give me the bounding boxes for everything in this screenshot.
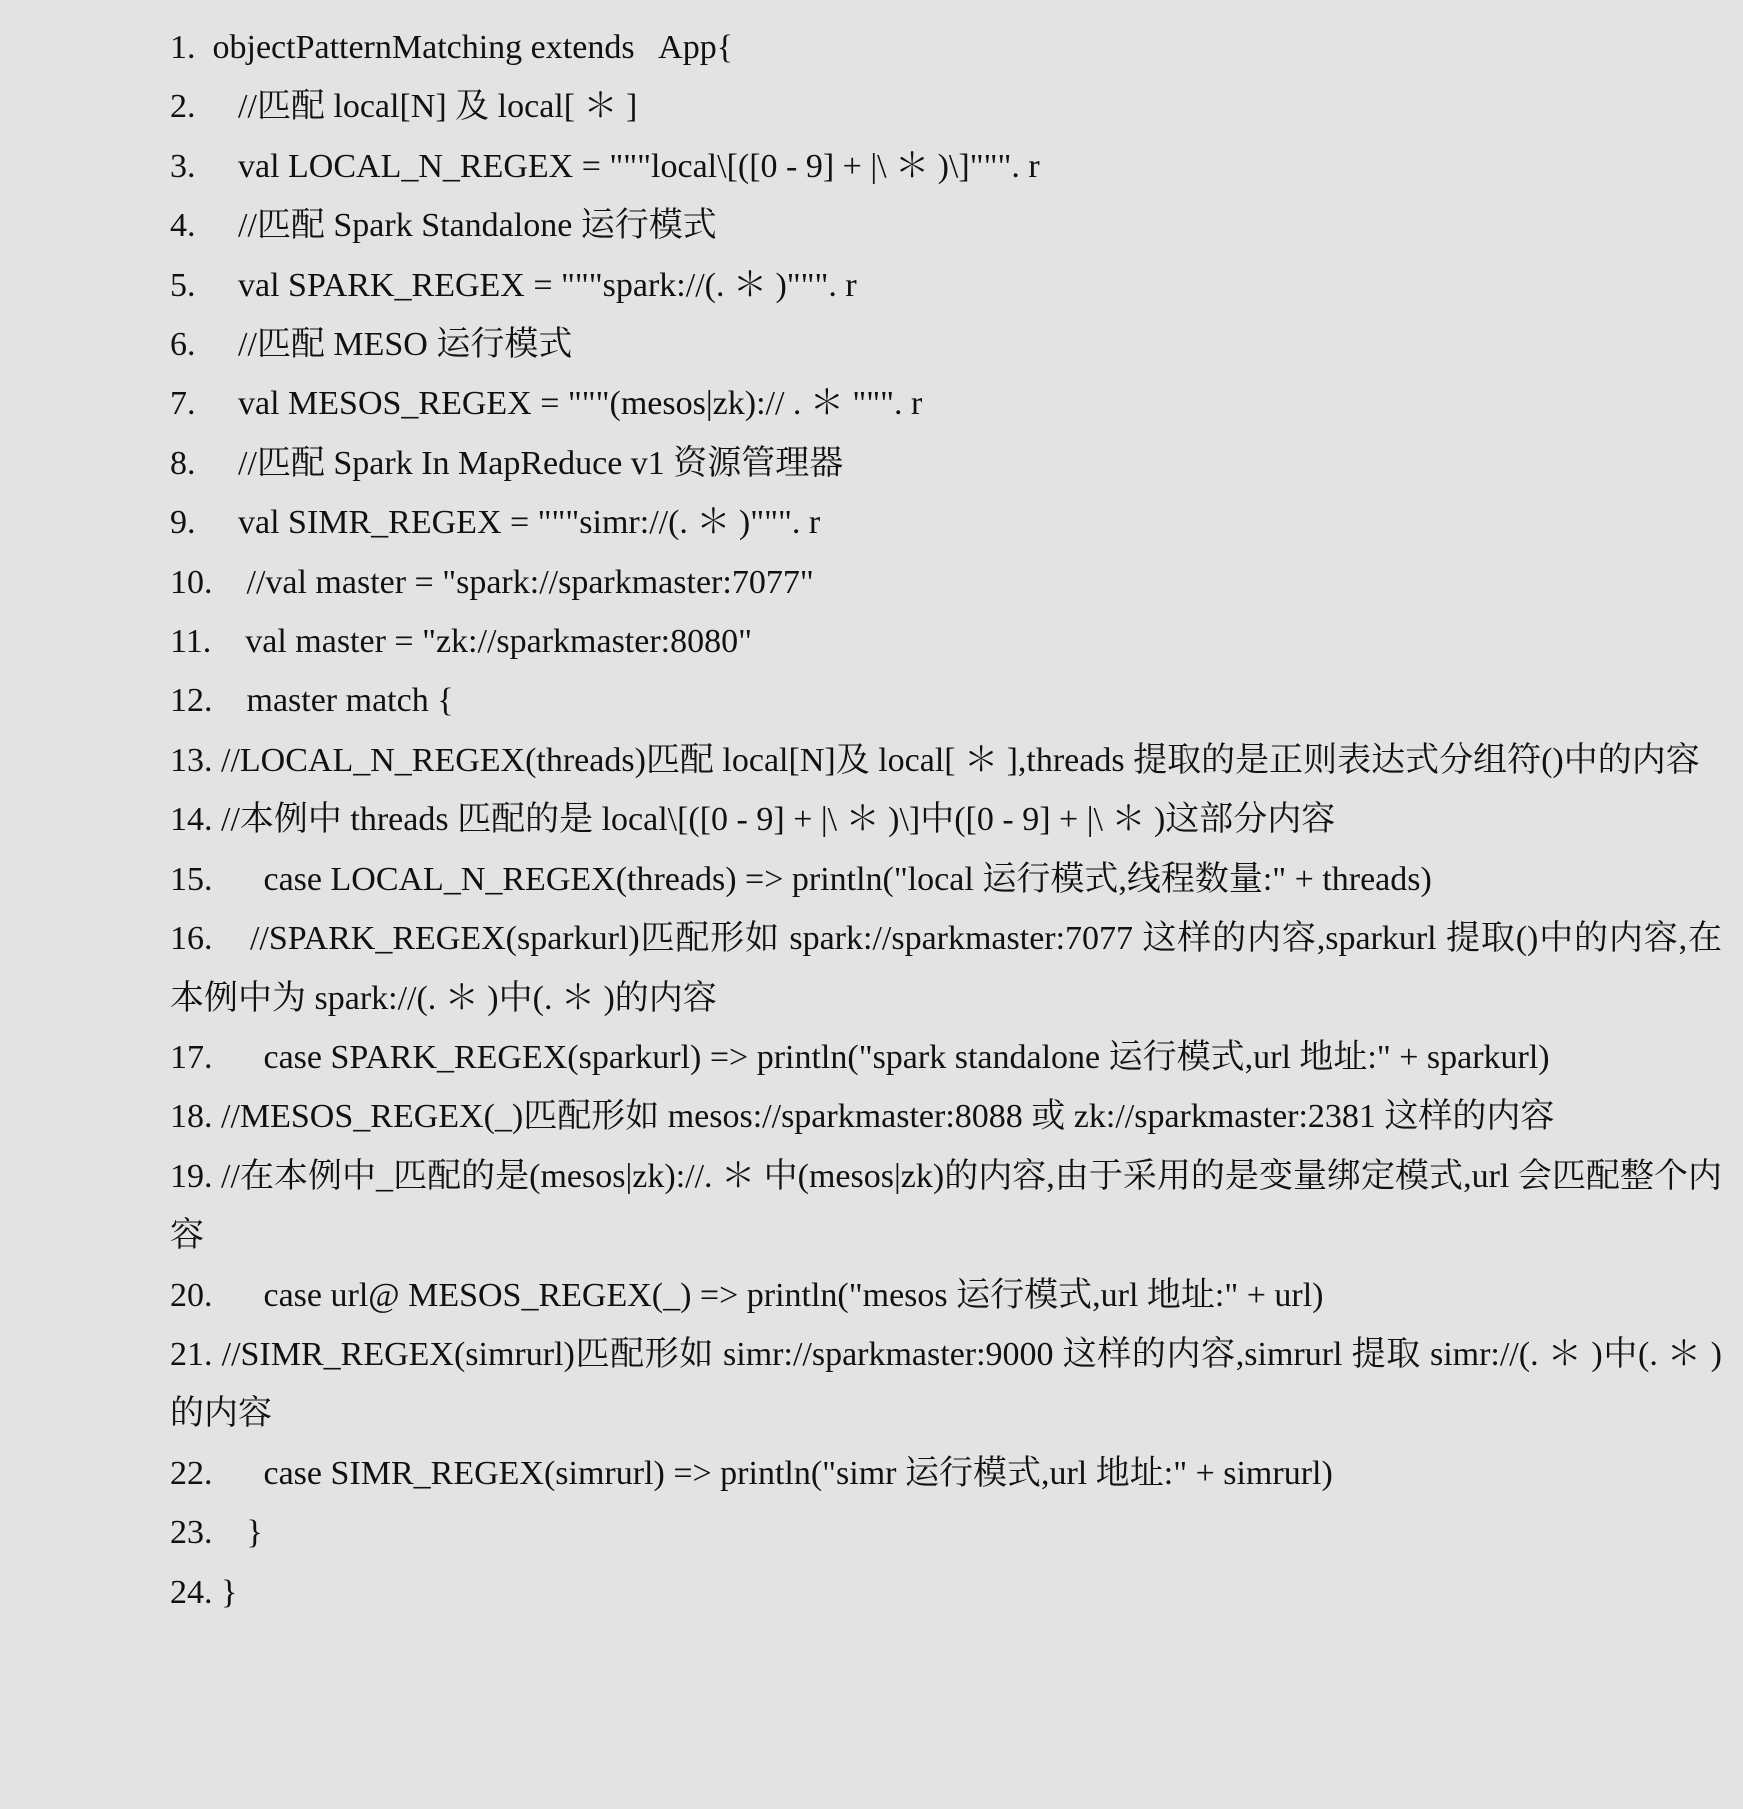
line-indent <box>196 207 239 244</box>
line-indent <box>213 801 222 838</box>
line-text: } <box>221 1573 238 1611</box>
code-line <box>170 137 1722 196</box>
line-number: 10. <box>170 563 213 601</box>
line-indent <box>213 1455 264 1492</box>
line-number: 19. <box>170 1157 213 1195</box>
line-number: 15. <box>170 860 213 898</box>
line-text: //SPARK_REGEX(sparkurl)匹配形如 spark://sparkmaster:7077 这样的内容,sparkurl 提取()中的内容,在本例中为 spark://(. ＊ )中(. ＊ )的内容 <box>170 920 1722 1017</box>
line-indent <box>213 1514 247 1551</box>
line-number: 13. <box>170 741 213 779</box>
line-text: val SPARK_REGEX = """spark://(. ＊ )""". r <box>238 266 857 304</box>
line-number: 22. <box>170 1454 213 1492</box>
line-number: 7. <box>170 385 196 423</box>
code-line <box>170 1325 1722 1444</box>
line-indent <box>213 682 247 719</box>
line-indent <box>213 861 264 898</box>
line-indent <box>213 1039 264 1076</box>
line-text: val LOCAL_N_REGEX = """local\[([0 - 9] + |\ ＊ )\]""". r <box>238 147 1040 185</box>
line-number: 3. <box>170 147 196 185</box>
line-indent <box>213 1336 222 1373</box>
code-line <box>170 1028 1722 1087</box>
line-number: 18. <box>170 1098 213 1136</box>
line-text: master match { <box>246 682 454 720</box>
code-line <box>170 1503 1722 1562</box>
code-line <box>170 1266 1722 1325</box>
line-number: 11. <box>170 623 212 661</box>
code-line <box>170 1563 1722 1622</box>
line-text: //SIMR_REGEX(simrurl)匹配形如 simr://sparkmaster:9000 这样的内容,simrurl 提取 simr://(. ＊ )中(. ＊ )的内容 <box>170 1335 1722 1433</box>
line-indent <box>213 1277 264 1314</box>
line-text: val SIMR_REGEX = """simr://(. ＊ )""". r <box>238 504 821 542</box>
line-indent <box>213 1098 222 1135</box>
line-indent <box>213 1158 222 1195</box>
line-indent <box>196 88 239 125</box>
code-lines <box>170 18 1722 1622</box>
line-text: objectPatternMatching extends App{ <box>212 29 734 66</box>
line-number: 9. <box>170 504 196 542</box>
code-line <box>170 315 1722 374</box>
code-line <box>170 790 1722 849</box>
line-text: //LOCAL_N_REGEX(threads)匹配 local[N]及 local[ ＊ ],threads 提取的是正则表达式分组符()中的内容 <box>221 741 1700 779</box>
code-line <box>170 909 1722 1028</box>
line-text: case LOCAL_N_REGEX(threads) => println("local 运行模式,线程数量:" + threads) <box>263 860 1432 898</box>
code-line <box>170 731 1722 790</box>
code-line <box>170 1087 1722 1146</box>
line-number: 4. <box>170 207 196 245</box>
line-text: case SPARK_REGEX(sparkurl) => println("spark standalone 运行模式,url 地址:" + sparkurl) <box>263 1038 1550 1076</box>
line-text: //本例中 threads 匹配的是 local\[([0 - 9] + |\ ＊ )\]中([0 - 9] + |\ ＊ )这部分内容 <box>221 801 1336 839</box>
code-line <box>170 256 1722 315</box>
line-text: } <box>246 1514 263 1552</box>
line-text: //在本例中_匹配的是(mesos|zk)://. ＊ 中(mesos|zk)的内容,由于采用的是变量绑定模式,url 会匹配整个内容 <box>170 1157 1722 1255</box>
line-indent <box>196 148 239 185</box>
line-number: 2. <box>170 88 196 126</box>
line-indent <box>196 385 239 422</box>
line-text: //匹配 MESO 运行模式 <box>238 326 573 364</box>
code-line <box>170 434 1722 493</box>
line-number: 6. <box>170 326 196 364</box>
code-line <box>170 493 1722 552</box>
line-text: //匹配 local[N] 及 local[ ＊ ] <box>238 88 638 126</box>
line-indent <box>196 504 239 541</box>
code-line <box>170 374 1722 433</box>
line-number: 12. <box>170 682 213 720</box>
code-line <box>170 553 1722 612</box>
line-indent <box>213 920 250 957</box>
code-line <box>170 77 1722 136</box>
line-text: val master = "zk://sparkmaster:8080" <box>245 623 752 661</box>
line-number: 24. <box>170 1573 213 1611</box>
line-text: case url@ MESOS_REGEX(_) => println("mesos 运行模式,url 地址:" + url) <box>263 1276 1324 1314</box>
line-number: 23. <box>170 1514 213 1552</box>
line-number: 17. <box>170 1038 213 1076</box>
line-text: val MESOS_REGEX = """(mesos|zk):// . ＊ """. r <box>238 385 923 423</box>
code-line <box>170 850 1722 909</box>
code-line <box>170 18 1722 77</box>
line-text: //匹配 Spark In MapReduce v1 资源管理器 <box>238 444 844 482</box>
line-number: 1. <box>170 29 196 66</box>
code-line <box>170 612 1722 671</box>
line-number: 21. <box>170 1335 213 1373</box>
code-line <box>170 671 1722 730</box>
line-indent <box>213 564 247 601</box>
line-number: 16. <box>170 920 213 958</box>
line-indent <box>196 445 239 482</box>
line-text: case SIMR_REGEX(simrurl) => println("simr 运行模式,url 地址:" + simrurl) <box>263 1454 1333 1492</box>
line-text: //匹配 Spark Standalone 运行模式 <box>238 207 717 245</box>
line-number: 5. <box>170 266 196 304</box>
line-indent <box>196 326 239 363</box>
line-number: 20. <box>170 1276 213 1314</box>
line-indent <box>213 742 222 779</box>
line-indent <box>196 267 239 304</box>
code-line <box>170 1147 1722 1266</box>
line-indent <box>196 29 213 66</box>
line-number: 8. <box>170 444 196 482</box>
line-indent <box>211 623 245 660</box>
code-line <box>170 1444 1722 1503</box>
line-indent <box>213 1574 222 1611</box>
code-line <box>170 196 1722 255</box>
line-text: //val master = "spark://sparkmaster:7077" <box>246 563 814 601</box>
line-text: //MESOS_REGEX(_)匹配形如 mesos://sparkmaster:8088 或 zk://sparkmaster:2381 这样的内容 <box>221 1098 1555 1136</box>
line-number: 14. <box>170 801 213 839</box>
